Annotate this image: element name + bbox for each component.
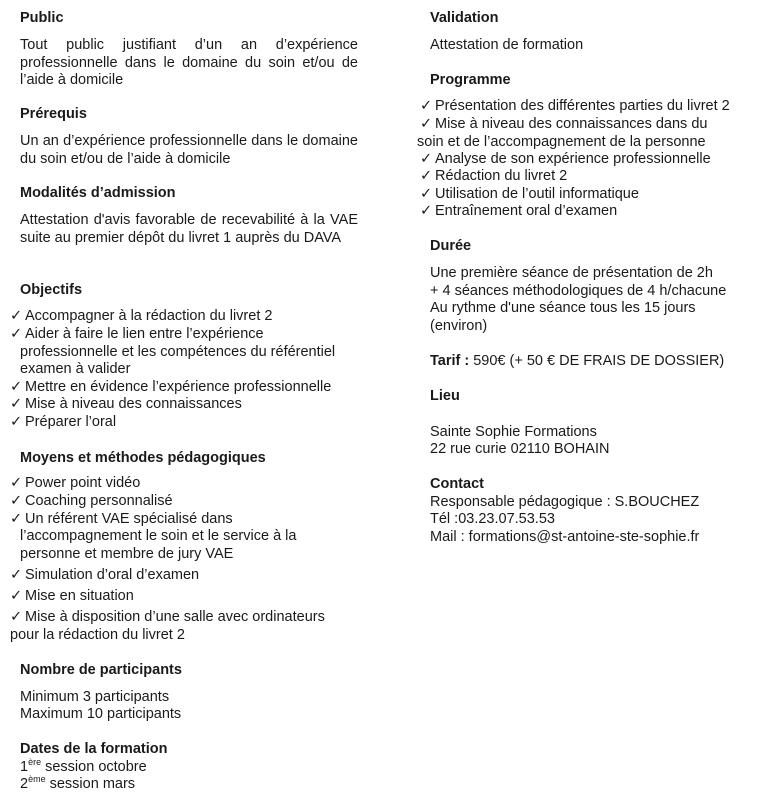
objectif-label: Mettre en évidence l’expérience professionnelle [25, 379, 332, 395]
validation-text: Attestation de formation [430, 37, 584, 53]
check-icon: ✓ [10, 493, 23, 509]
moyen-label: Simulation d’oral d’examen [25, 567, 200, 583]
contact-heading: Contact [430, 476, 484, 492]
participants-heading: Nombre de participants [20, 662, 182, 678]
moyen-continuation: pour la rédaction du livret 2 [10, 627, 185, 643]
contact-responsable: Responsable pédagogique : S.BOUCHEZ [430, 494, 700, 510]
moyen-continuation: l’accompagnement le soin et le service à la [20, 528, 297, 544]
duree-line: Au rythme d'une séance tous les 15 jours [430, 300, 696, 316]
check-icon: ✓ [10, 308, 23, 324]
prerequis-text: Un an d’expérience professionnelle dans le domaine du soin et/ou de l’aide à domicile [20, 133, 358, 167]
check-icon: ✓ [420, 186, 433, 202]
programme-heading: Programme [430, 72, 511, 88]
session-2-text: session mars [45, 776, 136, 792]
check-icon: ✓ [10, 588, 23, 604]
programme-item [420, 186, 639, 204]
duree-heading: Durée [430, 238, 472, 254]
objectif-continuation: professionnelle et les compétences du référentiel [20, 344, 336, 360]
participants-min: Minimum 3 participants [20, 689, 170, 705]
moyen-item [10, 588, 134, 606]
admission-text: Attestation d'avis favorable de recevabilité à la VAE suite au premier dépôt du livret 1 auprès du DAVA [20, 212, 358, 246]
check-icon: ✓ [10, 475, 23, 491]
lieu-name: Sainte Sophie Formations [430, 424, 597, 440]
programme-item [420, 168, 567, 186]
moyen-item [10, 567, 199, 585]
session-1-text: session octobre [41, 759, 147, 775]
moyen-label: Un référent VAE spécialisé dans [25, 511, 233, 527]
objectif-label: Préparer l’oral [25, 414, 117, 430]
moyen-label: Power point vidéo [25, 475, 141, 491]
check-icon: ✓ [10, 379, 23, 395]
lieu-address: 22 rue curie 02110 BOHAIN [430, 441, 610, 457]
moyen-item [10, 493, 173, 511]
objectif-label: Aider à faire le lien entre l’expérience [25, 326, 264, 342]
public-heading: Public [20, 10, 64, 26]
check-icon: ✓ [10, 414, 23, 430]
check-icon: ✓ [420, 151, 433, 167]
session-2-number: 2 [20, 776, 29, 792]
check-icon: ✓ [420, 168, 433, 184]
participants-max: Maximum 10 participants [20, 706, 182, 722]
programme-label: Rédaction du livret 2 [435, 168, 568, 184]
tarif [430, 353, 724, 371]
objectif-item [10, 379, 331, 397]
objectif-item [10, 326, 264, 344]
objectif-continuation: examen à valider [20, 361, 131, 377]
programme-label: Utilisation de l’outil informatique [435, 186, 639, 202]
prerequis-heading: Prérequis [20, 106, 87, 122]
programme-label: Entraînement oral d’examen [435, 203, 618, 219]
session-1-ordinal: ère [28, 757, 42, 767]
check-icon: ✓ [10, 396, 23, 412]
objectif-label: Mise à niveau des connaissances [25, 396, 242, 412]
tarif-value: 590€ (+ 50 € DE FRAIS DE DOSSIER) [469, 353, 725, 369]
check-icon: ✓ [10, 609, 23, 625]
contact-tel: Tél :03.23.07.53.53 [430, 511, 555, 527]
programme-item [420, 151, 711, 169]
programme-label: Présentation des différentes parties du livret 2 [435, 98, 730, 114]
check-icon: ✓ [420, 203, 433, 219]
check-icon: ✓ [10, 511, 23, 527]
programme-label: Analyse de son expérience professionnelle [435, 151, 711, 167]
moyen-item [10, 475, 140, 493]
public-text: Tout public justifiant d’un an d’expérience professionnelle dans le domaine du soin et/ou de l’aide à domicile [20, 37, 358, 88]
check-icon: ✓ [420, 98, 433, 114]
moyen-label: Mise à disposition d’une salle avec ordinateurs [25, 609, 325, 625]
objectif-item [10, 396, 242, 414]
moyen-item [10, 609, 358, 627]
programme-item [420, 98, 730, 116]
duree-line: Une première séance de présentation de 2h [430, 265, 713, 281]
moyen-item [10, 511, 233, 529]
check-icon: ✓ [420, 116, 433, 132]
contact-mail: Mail : formations@st-antoine-ste-sophie.fr [430, 529, 700, 545]
lieu-heading: Lieu [430, 388, 460, 404]
programme-item [420, 203, 617, 221]
session-1-number: 1 [20, 759, 29, 775]
objectif-label: Accompagner à la rédaction du livret 2 [25, 308, 273, 324]
programme-item [420, 116, 707, 134]
programme-label: Mise à niveau des connaissances dans du [435, 116, 708, 132]
objectif-item [10, 308, 272, 326]
check-icon: ✓ [10, 326, 23, 342]
moyen-label: Coaching personnalisé [25, 493, 173, 509]
check-icon: ✓ [10, 567, 23, 583]
tarif-label: Tarif : [430, 353, 470, 369]
moyen-label: Mise en situation [25, 588, 134, 604]
objectif-item [10, 414, 116, 432]
objectifs-heading: Objectifs [20, 282, 83, 298]
duree-line: + 4 séances méthodologiques de 4 h/chacune [430, 283, 727, 299]
session-2 [20, 776, 135, 794]
admission-heading: Modalités d’admission [20, 185, 176, 201]
moyen-continuation: personne et membre de jury VAE [20, 546, 234, 562]
validation-heading: Validation [430, 10, 499, 26]
session-2-ordinal: ème [28, 774, 46, 784]
duree-line: (environ) [430, 318, 488, 334]
moyens-heading: Moyens et méthodes pédagogiques [20, 450, 266, 466]
programme-continuation: soin et de l’accompagnement de la personne [417, 134, 706, 150]
dates-heading: Dates de la formation [20, 741, 168, 757]
